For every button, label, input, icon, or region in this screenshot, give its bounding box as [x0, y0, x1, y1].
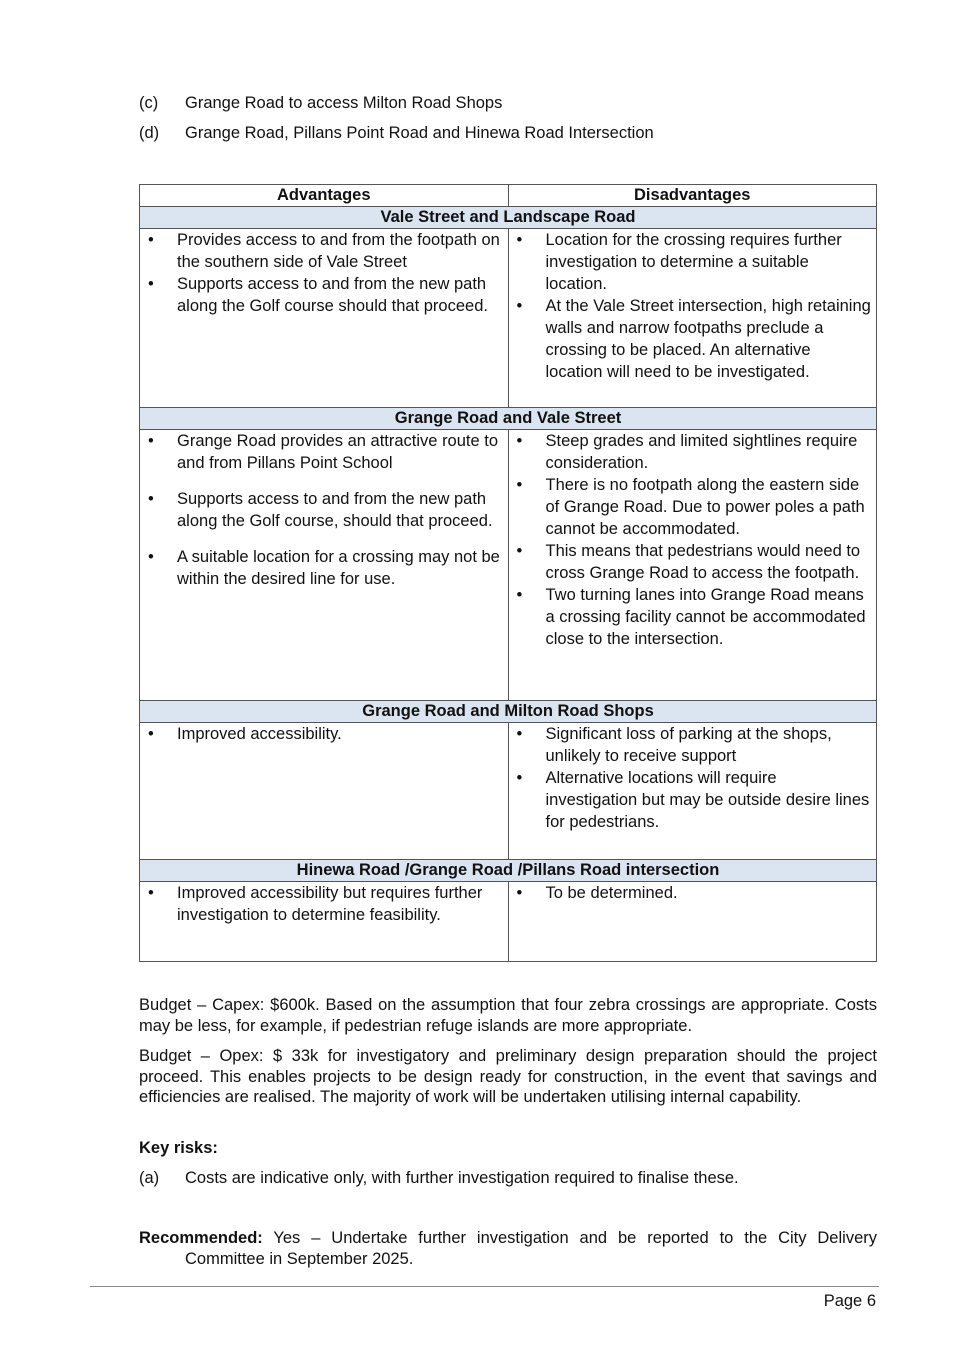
header-advantages: Advantages — [140, 185, 509, 207]
recommendation — [139, 1228, 877, 1269]
header-disadvantages: Disadvantages — [508, 185, 877, 207]
list-item: • Improved accessibility. — [140, 723, 508, 745]
list-item: • Significant loss of parking at the shops, unlikely to receive support — [509, 723, 877, 767]
list-item: • To be determined. — [509, 882, 877, 904]
page-number: Page 6 — [823, 1292, 876, 1310]
list-number: (a) — [139, 1169, 160, 1187]
advantages-list — [140, 723, 508, 745]
list-item: • Supports access to and from the new path along the Golf course, should that proceed. — [140, 488, 508, 532]
list-item — [139, 92, 502, 114]
section-title: Grange Road and Vale Street — [140, 408, 877, 430]
list-item: • Alternative locations will require investigation but may be outside desire lines for pedestrians. — [509, 767, 877, 833]
list-text: Grange Road to access Milton Road Shops — [185, 94, 503, 112]
list-text: Grange Road, Pillans Point Road and Hinewa Road Intersection — [185, 124, 654, 142]
budget-opex: Budget – Opex: $ 33k for investigatory and preliminary design preparation should the project proceed. This enables projects to be design ready for construction, in the event that savings and efficiencies are realised. The majority of work will be undertaken utilising internal capability. — [139, 1047, 877, 1106]
list-item: • At the Vale Street intersection, high retaining walls and narrow footpaths preclude a crossing to be placed. An alternative location will need to be investigated. — [509, 295, 877, 383]
list-number: (d) — [139, 124, 160, 142]
recommended-label: Recommended: — [139, 1229, 263, 1247]
section-title: Grange Road and Milton Road Shops — [140, 701, 877, 723]
section-title: Hinewa Road /Grange Road /Pillans Road intersection — [140, 860, 877, 882]
recommended-text: Yes – Undertake further investigation and be reported to the City Delivery Committee in September 2025. — [185, 1229, 877, 1268]
list-item: • A suitable location for a crossing may not be within the desired line for use. — [140, 546, 508, 590]
list-text: Costs are indicative only, with further investigation required to finalise these. — [185, 1169, 739, 1187]
list-number: (c) — [139, 94, 159, 112]
list-item: • Grange Road provides an attractive route to and from Pillans Point School — [140, 430, 508, 474]
list-item: • Supports access to and from the new path along the Golf course should that proceed. — [140, 273, 508, 317]
list-item: • Location for the crossing requires further investigation to determine a suitable location. — [509, 229, 877, 295]
disadvantages-list — [509, 723, 877, 833]
key-risks-heading: Key risks: — [139, 1139, 218, 1157]
disadvantages-list — [509, 882, 877, 904]
footer-divider — [90, 1286, 879, 1287]
list-item: • This means that pedestrians would need to cross Grange Road to access the footpath. — [509, 540, 877, 584]
list-item: • Provides access to and from the footpath on the southern side of Vale Street — [140, 229, 508, 273]
advantages-table — [139, 184, 877, 962]
list-item: • Two turning lanes into Grange Road means a crossing facility cannot be accommodated close to the intersection. — [509, 584, 877, 650]
budget-capex: Budget – Capex: $600k. Based on the assumption that four zebra crossings are appropriate. Costs may be less, for example, if pedestrian refuge islands are more appropriate. — [139, 996, 877, 1035]
advantages-list — [140, 882, 508, 926]
advantages-list — [140, 430, 508, 590]
disadvantages-list — [509, 430, 877, 650]
list-item: • There is no footpath along the eastern side of Grange Road. Due to power poles a path cannot be accommodated. — [509, 474, 877, 540]
risk-item — [139, 1167, 739, 1189]
list-item: • Improved accessibility but requires further investigation to determine feasibility. — [140, 882, 508, 926]
disadvantages-list — [509, 229, 877, 383]
advantages-list — [140, 229, 508, 317]
list-item: • Steep grades and limited sightlines require consideration. — [509, 430, 877, 474]
section-title: Vale Street and Landscape Road — [140, 207, 877, 229]
list-item — [139, 122, 654, 144]
